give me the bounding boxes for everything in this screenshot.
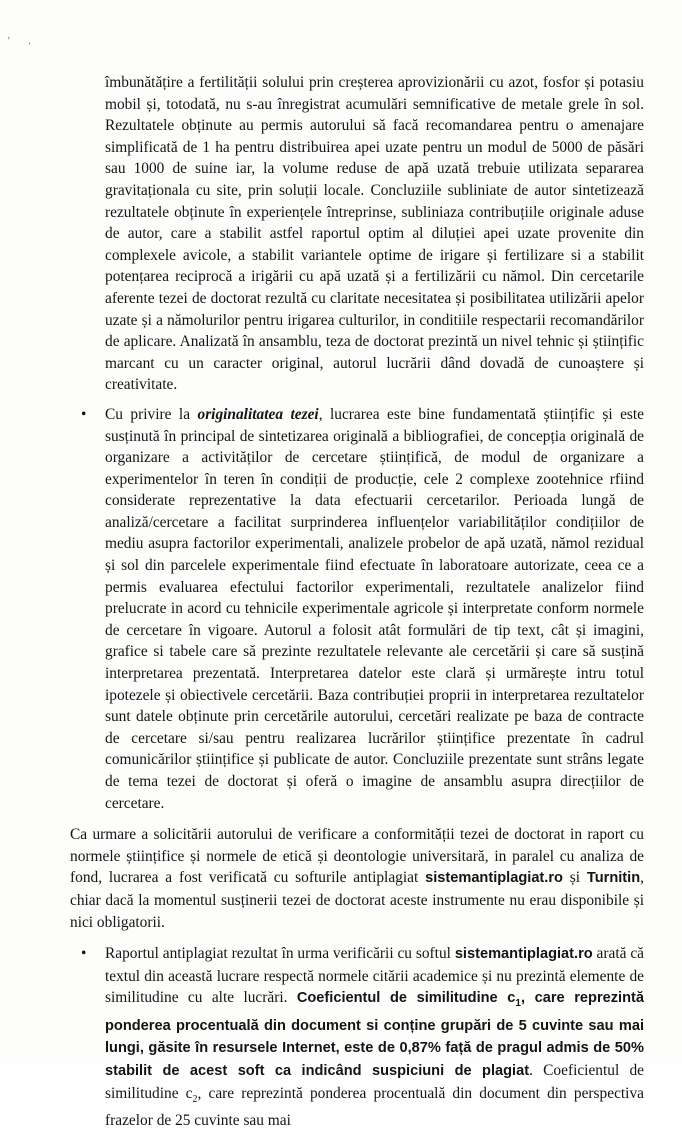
paragraph-plagiarism-check: Ca urmare a solicitării autorului de verificare a conformității tezei de doctorat in raport cu normele științifice și normele de etică și deontologie universitară, in paralel cu analiza de fond, lucrarea a fost verificată cu softurile antiplagiat sistemantiplagiat.ro și Turnitin, chiar dacă la momentul susținerii tezei de doctorat aceste instrumente nu erau disponibile și nici obligatorii.: [70, 826, 644, 931]
paragraph-results-conclusions: îmbunătățire a fertilității solului prin creșterea aprovizionării cu azot, fosfor și potasiu mobil și, totodată, nu s-au înregistrat acumulări semnificative de metale grele în sol. Rezultatele obținute au permis autorului să facă recomandarea pentru o amenajare simplificată de 1 ha pentru distribuirea apei uzate pentru un modul de 5000 de păsări sau 1000 de suine iar, la volume reduse de apă uzată trebuie utilizata separarea gravitaționala cu site, prin soluții locale. Concluziile subliniate de autor sintetizează rezultatele obținute în experiențele întreprinse, subliniaza contribuțiile originale aduse de autor, care a stabilit astfel raportul optim al diluției apei uzate provenite din complexele avicole, a stabilit variantele optime de irigare și fertilizare si a stabilit potențarea reciprocă a irigării cu apă uzată și a fertilizării cu nămol. Din cercetarile aferente tezei de doctorat rezultă cu claritate necesitatea și posibilitatea utilizării apelor uzate și a nămolurilor pentru irigarea culturilor, in conditiile respectarii recomandărilor de aplicare. Analizată în ansamblu, teza de doctorat prezintă un nivel tehnic și științific marcant cu un caracter original, autorul lucrării dând dovadă de cunoaștere și creativitate.: [105, 74, 644, 394]
originality-text: Cu privire la originalitatea tezei, lucrarea este bine fundamentată științific și este susținută în principal de sintetizarea originală a bibliografiei, de concepția originală de organizare a activităților de cercetare științifică, de modul de organizare a experimentelor în teren în condiții de producție, cele 2 complexe zootehnice rfiind considerate reprezentative la data efectuarii cercetarilor. Perioada lungă de analiză/cercetare a facilitat surprinderea influențelor variabilităților condițiilor de mediu asupra factorilor experimentali, analizele probelor de apă uzată, nămol rezidual și sol din parcelele experimentale fiind efectuate în laboratoare autorizate, ceea ce a permis evaluarea efectului factorilor experimentali, rezultatele analizelor fiind prelucrate in acord cu tehnicile experimentale agricole și interpretate conform normele de cercetare în vigoare. Autorul a folosit atât formulări de tip text, cât și imagini, grafice si tabele care să prezinte rezultatele relevante ale cercetării și care să susțină interpretarea prezentată. Interpretarea datelor este clară și urmărește intru totul ipotezele și obiectivele cercetării. Baza contribuției proprii in interpretarea rezultatelor sunt datele obținute prin cercetările autorului, cercetări realizate pe baza de contracte de cercetare si/sau pentru realizarea lucrărilor științifice prezentate în cadrul comunicărilor științifice și publicate de autor. Concluziile prezentate sunt strâns legate de tema tezei de doctorat și oferă o imagine de ansamblu asupra direcțiilor de cercetare.: [105, 405, 645, 812]
bullet-marker: •: [81, 945, 87, 963]
antiplagiat-report-text: Raportul antiplagiat rezultat în urma verificării cu softul sistemantiplagiat.ro arată că textul din această lucrare respectă normele citării academice și nu prezintă elemente de similitudine cu alte lucrări. Coeficientul de similitudine $c_1$, care reprezintă ponderea procentuală din document si conține grupări de 5 cuvinte sau mai lungi, găsite în resursele Internet, este de 0,87% față de pragul admis de 50% stabilit de acest soft ca indicând suspiciuni de plagiat. Coeficientul de similitudine $c_2$, care reprezintă ponderea procentuală din document din perspectiva frazelor de 25 cuvinte sau mai: [105, 945, 644, 1130]
software-name: sistemantiplagiat.ro: [454, 946, 593, 963]
scan-specks: ' .: [8, 36, 39, 47]
software-sistemantiplagiat: sistemantiplagiat.ro: [425, 870, 563, 887]
originality-emphasis: originalitatea tezei: [197, 405, 319, 423]
coefficient-c1-statement: Coeficientul de similitudine $c_1$, care reprezintă ponderea procentuală din document si conține grupări de 5 cuvinte sau mai lungi, găsite în resursele Internet, este de 0,87% față de pragul admis de 50% stabilit de acest soft ca indicând suspiciuni de plagiat: [105, 990, 644, 1080]
bullet-marker: •: [81, 405, 87, 423]
page-content: [0, 72, 682, 1132]
software-turnitin: Turnitin: [586, 870, 641, 887]
bullet-antiplagiat-report: [81, 943, 644, 1132]
bullet-originality: [81, 404, 645, 814]
